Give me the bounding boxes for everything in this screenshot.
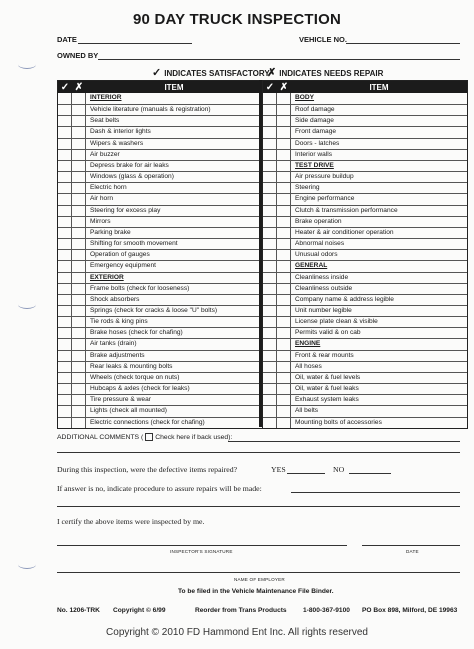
item-label: Springs (check for cracks & loose "U" bolts)	[90, 306, 218, 314]
check-column-header: ✓	[60, 81, 70, 93]
needs-repair-check-cell[interactable]	[277, 384, 291, 394]
table-row	[58, 305, 262, 316]
table-row	[58, 327, 262, 338]
needs-repair-check-cell	[72, 273, 86, 283]
needs-repair-check-cell[interactable]	[277, 395, 291, 405]
needs-repair-check-cell[interactable]	[72, 228, 86, 238]
item-label: Tire pressure & wear	[90, 396, 151, 404]
satisfactory-check-cell[interactable]	[263, 406, 277, 416]
item-label: Exhaust system leaks	[295, 396, 359, 404]
satisfactory-check-cell[interactable]	[263, 127, 277, 137]
table-row	[263, 216, 467, 227]
legend-repair-text: INDICATES NEEDS REPAIR	[279, 69, 384, 78]
vehicle-no-input-line[interactable]	[346, 43, 460, 44]
satisfactory-check-cell[interactable]	[58, 139, 72, 149]
item-label: Steering	[295, 184, 320, 192]
table-row	[263, 171, 467, 182]
item-label: Brake hoses (check for chafing)	[90, 329, 183, 337]
table-row	[58, 394, 262, 405]
needs-repair-check-cell[interactable]	[277, 105, 291, 115]
employer-line[interactable]	[57, 572, 460, 573]
table-row	[58, 383, 262, 394]
item-label: Steering for excess play	[90, 206, 161, 214]
needs-repair-check-cell[interactable]	[72, 217, 86, 227]
needs-repair-check-cell[interactable]	[72, 261, 86, 271]
needs-repair-check-cell[interactable]	[72, 295, 86, 305]
satisfactory-check-cell[interactable]	[58, 317, 72, 327]
satisfactory-check-cell[interactable]	[58, 373, 72, 383]
item-label: Brake operation	[295, 217, 342, 225]
table-row	[58, 126, 262, 137]
right-checklist-table	[262, 80, 468, 429]
check-column-header: ✓	[265, 81, 275, 93]
table-row	[58, 205, 262, 216]
item-label: Engine performance	[295, 195, 355, 203]
needs-repair-check-cell[interactable]	[277, 250, 291, 260]
needs-repair-check-cell[interactable]	[72, 139, 86, 149]
item-label: Interior walls	[295, 150, 333, 158]
item-label: Tie rods & king pins	[90, 318, 148, 326]
needs-repair-check-cell[interactable]	[72, 306, 86, 316]
satisfactory-check-cell[interactable]	[263, 384, 277, 394]
legend-satisfactory-text: INDICATES SATISFACTORY	[164, 69, 270, 78]
section-heading: INTERIOR	[90, 94, 122, 101]
item-label: License plate clean & visible	[295, 318, 378, 326]
comments-line[interactable]	[228, 441, 460, 442]
satisfactory-check-cell[interactable]	[263, 351, 277, 361]
repaired-question: During this inspection, were the defective items repaired?	[57, 465, 238, 474]
item-label: Unusual odors	[295, 251, 338, 259]
table-row	[58, 227, 262, 238]
needs-repair-check-cell[interactable]	[72, 418, 86, 428]
table-row	[58, 272, 262, 283]
item-label: Wipers & washers	[90, 139, 144, 147]
item-label: Mirrors	[90, 217, 111, 225]
needs-repair-check-cell[interactable]	[72, 250, 86, 260]
needs-repair-check-cell	[277, 261, 291, 271]
item-label: Clutch & transmission performance	[295, 206, 398, 214]
table-row	[58, 405, 262, 416]
satisfactory-check-cell	[58, 273, 72, 283]
needs-repair-check-cell[interactable]	[72, 116, 86, 126]
table-row	[58, 361, 262, 372]
table-row	[263, 260, 467, 271]
needs-repair-check-cell[interactable]	[72, 284, 86, 294]
signature-date-line[interactable]	[362, 545, 460, 546]
item-label: Shock absorbers	[90, 295, 140, 303]
needs-repair-check-cell[interactable]	[277, 239, 291, 249]
satisfactory-check-cell[interactable]	[263, 116, 277, 126]
satisfactory-check-cell[interactable]	[263, 373, 277, 383]
table-row	[263, 272, 467, 283]
legend-needs-repair	[267, 66, 383, 79]
satisfactory-check-cell[interactable]	[263, 105, 277, 115]
table-row	[58, 104, 262, 115]
item-label: Seat belts	[90, 117, 120, 125]
vehicle-no-label: VEHICLE NO.	[299, 35, 347, 44]
satisfactory-check-cell[interactable]	[263, 150, 277, 160]
table-row	[263, 305, 467, 316]
needs-repair-check-cell[interactable]	[277, 406, 291, 416]
table-row	[263, 417, 467, 428]
needs-repair-check-cell[interactable]	[72, 351, 86, 361]
table-row	[263, 361, 467, 372]
table-row	[263, 126, 467, 137]
needs-repair-check-cell[interactable]	[72, 384, 86, 394]
table-row	[263, 405, 467, 416]
satisfactory-check-cell	[263, 261, 277, 271]
satisfactory-check-cell[interactable]	[58, 239, 72, 249]
inspector-signature-caption: INSPECTOR'S SIGNATURE	[170, 549, 233, 554]
table-row	[58, 182, 262, 193]
table-row	[263, 383, 467, 394]
no-label: NO	[333, 465, 345, 474]
satisfactory-check-cell[interactable]	[58, 339, 72, 349]
needs-repair-check-cell[interactable]	[72, 194, 86, 204]
satisfactory-check-cell[interactable]	[263, 317, 277, 327]
owned-by-input-line[interactable]	[98, 59, 460, 60]
needs-repair-check-cell[interactable]	[277, 172, 291, 182]
item-label: Mounting bolts of accessories	[295, 418, 382, 426]
address: PO Box 898, Milford, DE 19963	[362, 607, 458, 614]
table-row	[263, 182, 467, 193]
comments-line[interactable]	[57, 452, 460, 453]
table-row	[263, 193, 467, 204]
needs-repair-check-cell[interactable]	[277, 150, 291, 160]
needs-repair-check-cell[interactable]	[277, 139, 291, 149]
section-heading: EXTERIOR	[90, 273, 124, 281]
back-used-label: Check here if back used):	[155, 433, 233, 441]
owned-by-label: OWNED BY	[57, 51, 99, 60]
satisfactory-check-cell[interactable]	[263, 295, 277, 305]
satisfactory-check-cell[interactable]	[58, 406, 72, 416]
table-row	[263, 149, 467, 160]
satisfactory-check-cell[interactable]	[58, 217, 72, 227]
satisfactory-check-cell[interactable]	[58, 250, 72, 260]
table-row	[58, 115, 262, 126]
satisfactory-check-cell[interactable]	[263, 206, 277, 216]
inspector-signature-line[interactable]	[57, 545, 347, 546]
table-row	[58, 338, 262, 349]
item-label: Cleanliness inside	[295, 273, 349, 281]
item-label: Cleanliness outside	[295, 284, 353, 292]
needs-repair-check-cell[interactable]	[277, 127, 291, 137]
table-row	[58, 238, 262, 249]
item-label: Wheels (check torque on nuts)	[90, 373, 180, 381]
satisfactory-check-cell[interactable]	[263, 273, 277, 283]
table-row	[58, 294, 262, 305]
needs-repair-check-cell[interactable]	[277, 206, 291, 216]
item-label: Brake adjustments	[90, 351, 145, 359]
procedure-question: If answer is no, indicate procedure to assure repairs will be made:	[57, 484, 262, 493]
table-row	[58, 316, 262, 327]
item-label: Oil, water & fuel levels	[295, 373, 361, 381]
satisfactory-check-cell[interactable]	[58, 127, 72, 137]
needs-repair-check-cell[interactable]	[277, 228, 291, 238]
needs-repair-check-cell[interactable]	[277, 418, 291, 428]
item-label: All hoses	[295, 362, 322, 370]
hole-punch-mark	[18, 560, 36, 569]
item-label: Operation of gauges	[90, 251, 150, 259]
satisfactory-check-cell[interactable]	[58, 395, 72, 405]
item-label: Front damage	[295, 128, 337, 136]
satisfactory-check-cell[interactable]	[58, 418, 72, 428]
satisfactory-check-cell[interactable]	[58, 183, 72, 193]
needs-repair-check-cell[interactable]	[72, 317, 86, 327]
table-row	[58, 417, 262, 428]
table-row	[263, 93, 467, 104]
item-label: Air tanks (drain)	[90, 340, 137, 348]
needs-repair-check-cell[interactable]	[277, 317, 291, 327]
satisfactory-check-cell[interactable]	[263, 239, 277, 249]
employer-caption: NAME OF EMPLOYER	[234, 577, 285, 582]
file-note: To be filed in the Vehicle Maintenance File Binder.	[178, 588, 334, 595]
satisfactory-check-cell[interactable]	[58, 161, 72, 171]
item-label: Depress brake for air leaks	[90, 161, 169, 169]
item-label: Air pressure buildup	[295, 173, 354, 181]
item-label: Heater & air conditioner operation	[295, 228, 394, 236]
section-heading: ENGINE	[295, 340, 321, 348]
date-label: DATE	[57, 35, 77, 44]
satisfactory-check-cell[interactable]	[263, 172, 277, 182]
table-row	[263, 338, 467, 349]
item-label: Oil, water & fuel leaks	[295, 385, 359, 393]
needs-repair-check-cell[interactable]	[72, 339, 86, 349]
item-label: Air horn	[90, 195, 114, 203]
item-label: Vehicle literature (manuals & registration)	[90, 106, 211, 114]
cross-column-header: ✗	[279, 81, 289, 93]
left-checklist-body	[58, 93, 262, 428]
hole-punch-mark	[18, 60, 36, 69]
table-row	[58, 149, 262, 160]
needs-repair-check-cell[interactable]	[277, 306, 291, 316]
right-checklist-body	[263, 93, 467, 428]
item-label: Electric connections (check for chafing)	[90, 418, 205, 426]
signature-date-caption: DATE	[406, 549, 419, 554]
table-row	[263, 350, 467, 361]
satisfactory-check-cell[interactable]	[58, 105, 72, 115]
table-row	[263, 104, 467, 115]
section-heading: TEST DRIVE	[295, 161, 334, 169]
form-copyright: Copyright © 6/99	[113, 607, 166, 614]
section-heading: BODY	[295, 94, 315, 101]
table-row	[263, 327, 467, 338]
satisfactory-check-cell[interactable]	[58, 384, 72, 394]
satisfactory-check-cell[interactable]	[263, 284, 277, 294]
certify-statement: I certify the above items were inspected by me.	[57, 517, 205, 526]
needs-repair-check-cell	[277, 93, 291, 104]
item-label: Windows (glass & operation)	[90, 173, 174, 181]
table-row	[263, 205, 467, 216]
item-column-header: ITEM	[369, 82, 389, 92]
item-label: Permits valid & on cab	[295, 329, 361, 337]
satisfactory-check-cell[interactable]	[58, 284, 72, 294]
satisfactory-check-cell[interactable]	[58, 228, 72, 238]
satisfactory-check-cell[interactable]	[263, 228, 277, 238]
satisfactory-check-cell[interactable]	[58, 172, 72, 182]
date-input-line[interactable]	[78, 43, 192, 44]
table-row	[263, 394, 467, 405]
needs-repair-check-cell[interactable]	[277, 284, 291, 294]
needs-repair-check-cell[interactable]	[277, 273, 291, 283]
reorder-note: Reorder from Trans Products	[195, 607, 287, 614]
item-label: Front & rear mounts	[295, 351, 354, 359]
satisfactory-check-cell[interactable]	[263, 328, 277, 338]
item-label: Unit number legible	[295, 306, 352, 314]
needs-repair-check-cell[interactable]	[277, 194, 291, 204]
procedure-line[interactable]	[291, 492, 460, 493]
needs-repair-check-cell	[277, 339, 291, 349]
table-row	[263, 372, 467, 383]
satisfactory-check-cell	[58, 93, 72, 104]
table-row	[263, 283, 467, 294]
item-label: Frame bolts (check for looseness)	[90, 284, 190, 292]
table-header	[263, 81, 467, 93]
table-row	[263, 294, 467, 305]
satisfactory-check-cell[interactable]	[263, 362, 277, 372]
additional-comments	[57, 433, 232, 441]
item-label: Side damage	[295, 117, 334, 125]
satisfactory-check-cell[interactable]	[58, 306, 72, 316]
table-row	[58, 216, 262, 227]
satisfactory-check-cell	[263, 161, 277, 171]
back-used-checkbox[interactable]	[145, 433, 153, 441]
satisfactory-check-cell[interactable]	[58, 295, 72, 305]
needs-repair-check-cell[interactable]	[277, 217, 291, 227]
needs-repair-check-cell[interactable]	[72, 206, 86, 216]
needs-repair-check-cell[interactable]	[72, 395, 86, 405]
table-row	[58, 193, 262, 204]
needs-repair-check-cell[interactable]	[72, 127, 86, 137]
needs-repair-check-cell[interactable]	[277, 183, 291, 193]
satisfactory-check-cell[interactable]	[263, 183, 277, 193]
table-row	[58, 93, 262, 104]
item-label: Parking brake	[90, 228, 131, 236]
satisfactory-check-cell[interactable]	[58, 206, 72, 216]
left-checklist-table	[57, 80, 263, 429]
cross-column-header: ✗	[74, 81, 84, 93]
cross-icon: ✗	[267, 67, 277, 79]
table-row	[58, 171, 262, 182]
copyright-watermark: Copyright © 2010 FD Hammond Ent Inc. All rights reserved	[106, 627, 368, 638]
table-row	[58, 350, 262, 361]
table-row	[58, 372, 262, 383]
form-number: No. 1206-TRK	[57, 607, 100, 614]
satisfactory-check-cell[interactable]	[263, 395, 277, 405]
item-label: Roof damage	[295, 106, 335, 114]
satisfactory-check-cell[interactable]	[58, 351, 72, 361]
needs-repair-check-cell[interactable]	[277, 116, 291, 126]
satisfactory-check-cell	[263, 93, 277, 104]
table-row	[263, 115, 467, 126]
section-heading: GENERAL	[295, 262, 328, 270]
table-row	[263, 160, 467, 171]
needs-repair-check-cell[interactable]	[72, 161, 86, 171]
needs-repair-check-cell[interactable]	[72, 239, 86, 249]
phone-number: 1-800-367-9100	[303, 607, 350, 614]
needs-repair-check-cell[interactable]	[72, 328, 86, 338]
needs-repair-check-cell[interactable]	[277, 351, 291, 361]
checkmark-icon: ✓	[152, 67, 162, 79]
satisfactory-check-cell[interactable]	[58, 150, 72, 160]
satisfactory-check-cell	[263, 339, 277, 349]
form-title: 90 DAY TRUCK INSPECTION	[133, 11, 341, 28]
table-row	[58, 283, 262, 294]
needs-repair-check-cell[interactable]	[72, 406, 86, 416]
hole-punch-mark	[18, 300, 36, 309]
table-row	[58, 160, 262, 171]
item-label: Electric horn	[90, 184, 127, 192]
satisfactory-check-cell[interactable]	[263, 418, 277, 428]
needs-repair-check-cell	[72, 93, 86, 104]
needs-repair-check-cell[interactable]	[72, 172, 86, 182]
satisfactory-check-cell[interactable]	[263, 217, 277, 227]
satisfactory-check-cell[interactable]	[263, 306, 277, 316]
table-row	[58, 138, 262, 149]
satisfactory-check-cell[interactable]	[58, 116, 72, 126]
needs-repair-check-cell[interactable]	[277, 295, 291, 305]
item-label: Abnormal noises	[295, 240, 345, 248]
satisfactory-check-cell[interactable]	[58, 261, 72, 271]
item-label: Hubcaps & axles (check for leaks)	[90, 385, 190, 393]
item-label: Air buzzer	[90, 150, 120, 158]
needs-repair-check-cell[interactable]	[277, 328, 291, 338]
table-row	[263, 227, 467, 238]
needs-repair-check-cell[interactable]	[72, 105, 86, 115]
satisfactory-check-cell[interactable]	[263, 250, 277, 260]
table-row	[263, 238, 467, 249]
needs-repair-check-cell[interactable]	[72, 183, 86, 193]
needs-repair-check-cell[interactable]	[72, 362, 86, 372]
satisfactory-check-cell[interactable]	[58, 362, 72, 372]
needs-repair-check-cell[interactable]	[72, 373, 86, 383]
yes-label: YES	[271, 465, 286, 474]
item-label: All belts	[295, 407, 319, 415]
item-label: Dash & interior lights	[90, 128, 151, 136]
item-label: Company name & address legible	[295, 295, 394, 303]
yes-input-line[interactable]	[287, 473, 325, 474]
table-row	[263, 316, 467, 327]
no-input-line[interactable]	[349, 473, 391, 474]
table-header	[58, 81, 262, 93]
item-label: Doors - latches	[295, 139, 340, 147]
needs-repair-check-cell[interactable]	[277, 373, 291, 383]
satisfactory-check-cell[interactable]	[58, 194, 72, 204]
item-label: Lights (check all mounted)	[90, 407, 167, 415]
table-row	[58, 249, 262, 260]
legend-satisfactory	[152, 66, 270, 79]
needs-repair-check-cell	[277, 161, 291, 171]
satisfactory-check-cell[interactable]	[263, 139, 277, 149]
needs-repair-check-cell[interactable]	[277, 362, 291, 372]
table-row	[263, 138, 467, 149]
satisfactory-check-cell[interactable]	[263, 194, 277, 204]
item-label: Emergency equipment	[90, 262, 156, 270]
satisfactory-check-cell[interactable]	[58, 328, 72, 338]
item-column-header: ITEM	[164, 82, 184, 92]
needs-repair-check-cell[interactable]	[72, 150, 86, 160]
item-label: Shifting for smooth movement	[90, 240, 178, 248]
item-label: Rear leaks & mounting bolts	[90, 362, 173, 370]
table-row	[263, 249, 467, 260]
table-row	[58, 260, 262, 271]
additional-comments-label: ADDITIONAL COMMENTS (	[57, 433, 144, 441]
procedure-line[interactable]	[57, 506, 460, 507]
